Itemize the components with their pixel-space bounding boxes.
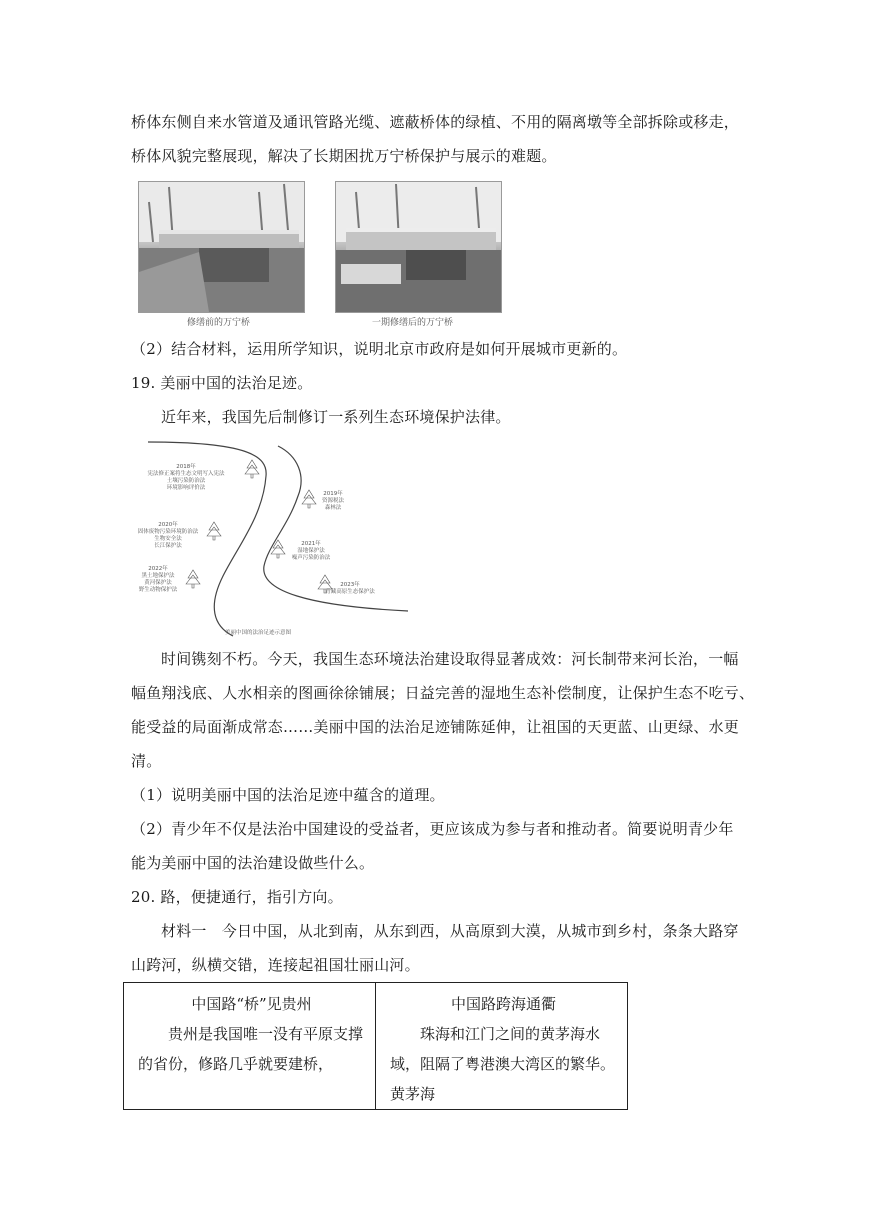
tree-icon xyxy=(271,540,285,558)
cell-title: 中国路跨海通衢 xyxy=(450,995,556,1013)
question-19-title: 19. 美丽中国的法治足迹。 xyxy=(131,374,313,392)
diagram-law: 野生动物保护法 xyxy=(138,587,178,593)
photo-before-restoration xyxy=(138,181,305,313)
text-line: 能受益的局面渐成常态……美丽中国的法治足迹铺陈延伸，让祖国的天更蓝、山更绿、水更 xyxy=(131,718,740,736)
material-1-line: 山跨河，纵横交错，连接起祖国壮丽山河。 xyxy=(131,956,420,974)
text-line: 清。 xyxy=(131,752,162,770)
tree-icon xyxy=(302,490,316,508)
text-line: 桥体风貌完整展现，解决了长期困扰万宁桥保护与展示的难题。 xyxy=(131,147,557,165)
diagram-year: 2019年 xyxy=(323,491,343,497)
text-line: 时间镌刻不朽。今天，我国生态环境法治建设取得显著成效：河长制带来河长治，一幅 xyxy=(161,650,739,668)
tree-icon xyxy=(186,570,200,588)
diagram-law: 黄河保护法 xyxy=(144,580,172,586)
diagram-law: 湿地保护法 xyxy=(297,548,325,554)
question-18-2: （2）结合材料，运用所学知识，说明北京市政府是如何开展城市更新的。 xyxy=(131,340,628,358)
bridge-photo-before xyxy=(139,182,304,312)
bridge-photo-after xyxy=(336,182,501,312)
diagram-law: 资源税法 xyxy=(321,498,345,504)
cell-body: 贵州是我国唯一没有平原支撑的省份，修路几乎就要建桥， xyxy=(138,1025,364,1073)
tree-icon xyxy=(245,460,259,478)
question-20-title: 20. 路，便捷通行，指引方向。 xyxy=(131,888,343,906)
text-line: 桥体东侧自来水管道及通讯管路光缆、遮蔽桥体的绿植、不用的隔离墩等全部拆除或移走， xyxy=(131,113,740,131)
text-line: 幅鱼翔浅底、人水相亲的图画徐徐铺展；日益完善的湿地生态补偿制度，让保护生态不吃亏、 xyxy=(131,684,755,702)
diagram-law: 青藏高原生态保护法 xyxy=(325,589,375,595)
diagram-law: 宪法修正案将生态文明写入宪法 xyxy=(147,471,225,477)
road-material-table xyxy=(123,982,628,1110)
diagram-year: 2018年 xyxy=(176,464,196,470)
photo-after-restoration xyxy=(335,181,502,313)
table-cell-sea-crossing xyxy=(376,983,628,1110)
photo-caption-after: 一期修缮后的万宁桥 xyxy=(372,318,454,328)
diagram-law: 环境影响评价法 xyxy=(166,485,206,491)
diagram-law: 噪声污染防治法 xyxy=(291,555,331,561)
diagram-law: 固体废物污染环境防治法 xyxy=(137,529,199,535)
diagram-year: 2020年 xyxy=(158,522,178,528)
legal-footprints-diagram xyxy=(128,436,412,646)
cell-body: 珠海和江门之间的黄茅海水域，阻隔了粤港澳大湾区的繁华。黄茅海 xyxy=(390,1025,616,1103)
diagram-law: 长江保护法 xyxy=(154,543,182,549)
diagram-year: 2022年 xyxy=(148,566,168,572)
tree-icon xyxy=(207,522,221,540)
question-19-1: （1）说明美丽中国的法治足迹中蕴含的道理。 xyxy=(131,786,445,804)
question-19-2-cont: 能为美丽中国的法治建设做些什么。 xyxy=(131,854,375,872)
diagram-year: 2023年 xyxy=(340,582,360,588)
question-19-intro: 近年来，我国先后制修订一系列生态环境保护法律。 xyxy=(161,408,511,426)
diagram-law: 黑土地保护法 xyxy=(141,573,175,579)
diagram-law: 生物安全法 xyxy=(154,536,182,542)
diagram-caption: 美丽中国的法治足迹示意图 xyxy=(224,630,292,636)
question-19-2: （2）青少年不仅是法治中国建设的受益者，更应该成为参与者和推动者。简要说明青少年 xyxy=(131,820,734,838)
photo-caption-before: 修缮前的万宁桥 xyxy=(187,318,251,328)
cell-title: 中国路“桥”见贵州 xyxy=(191,995,312,1013)
material-1-line: 材料一 今日中国，从北到南，从东到西，从高原到大漠，从城市到乡村，条条大路穿 xyxy=(161,922,739,940)
diagram-year: 2021年 xyxy=(301,541,321,547)
diagram-law: 土壤污染防治法 xyxy=(166,478,206,484)
table-cell-guizhou xyxy=(124,983,376,1110)
diagram-law: 森林法 xyxy=(324,505,342,511)
